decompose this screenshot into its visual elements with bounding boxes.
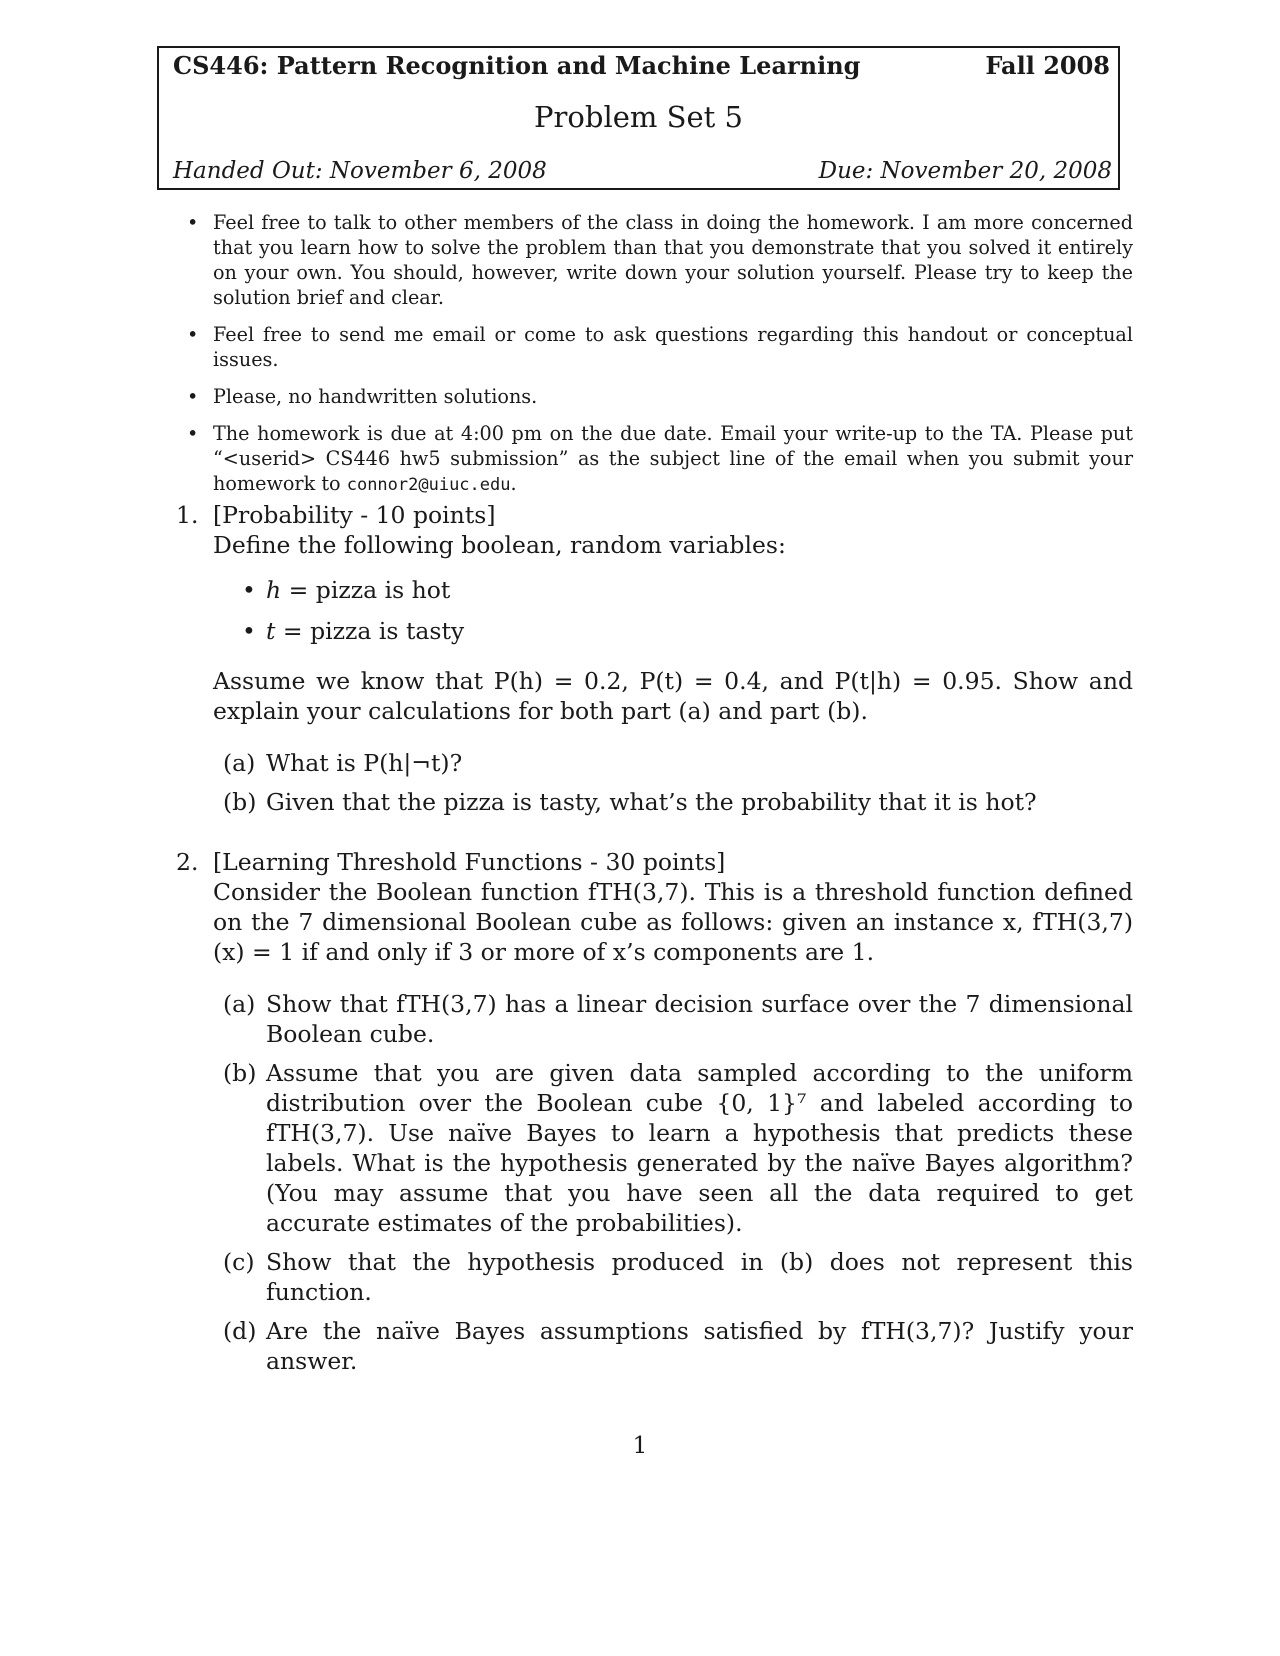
part-label: (d) — [223, 1317, 257, 1345]
parts-list — [213, 748, 1133, 817]
bullet-icon: • — [242, 617, 256, 645]
problems — [176, 500, 1133, 1385]
handed-out-date: Handed Out: November 6, 2008 — [173, 158, 547, 184]
part-text: Show that fTH(3,7) has a linear decision surface over the 7 dimensional Boolean cube. — [266, 990, 1133, 1048]
part-label: (c) — [223, 1248, 255, 1276]
instruction-item — [187, 322, 1133, 372]
variable-equals: = — [275, 617, 311, 645]
problem-1 — [176, 500, 1133, 817]
part-item — [223, 989, 1133, 1049]
problem-2 — [176, 847, 1133, 1376]
problem-statement: Assume we know that P(h) = 0.2, P(t) = 0.4, and P(t|h) = 0.95. Show and explain your calculations for both part (a) and part (b). — [213, 667, 1133, 725]
variable-item — [242, 611, 1133, 652]
part-text: Given that the pizza is tasty, what’s the probability that it is hot? — [266, 788, 1037, 816]
instruction-text: Please, no handwritten solutions. — [213, 385, 538, 408]
bullet-icon: • — [187, 323, 199, 346]
bullet-icon: • — [242, 576, 256, 604]
problem-number: 1. — [176, 501, 199, 529]
variable-equals: = — [281, 576, 316, 604]
page-number: 1 — [632, 1433, 648, 1459]
bullet-icon: • — [187, 422, 199, 445]
problem-heading: [Probability - 10 points] — [213, 501, 496, 529]
due-date: Due: November 20, 2008 — [818, 158, 1112, 184]
part-item — [223, 787, 1133, 817]
parts-list — [213, 989, 1133, 1376]
variable-list — [213, 570, 1133, 652]
part-text: Assume that you are given data sampled according to the uniform distribution over the Boolean cube {0, 1}⁷ and labeled according to fTH(3,7). Use naïve Bayes to learn a hypothesis that predicts these labels. What is the hypothesis generated by the naïve Bayes algorithm? (You may assume that you have seen all the data required to get accurate estimates of the probabilities). — [266, 1059, 1133, 1237]
part-label: (a) — [223, 990, 256, 1018]
variable-symbol: t — [266, 617, 276, 645]
part-label: (a) — [223, 749, 256, 777]
problem-number: 2. — [176, 848, 199, 876]
bullet-icon: • — [187, 211, 199, 234]
variable-text: pizza is tasty — [310, 617, 465, 645]
problem-statement: Consider the Boolean function fTH(3,7). This is a threshold function defined on the 7 dimensional Boolean cube as follows: given an instance x, fTH(3,7)(x) = 1 if and only if 3 or more of x’s components are 1. — [213, 878, 1133, 966]
part-item — [223, 748, 1133, 778]
instruction-item — [187, 421, 1133, 498]
variable-text: pizza is hot — [315, 576, 451, 604]
bullet-icon: • — [187, 385, 199, 408]
instruction-text: Feel free to send me email or come to ask questions regarding this handout or conceptual issues. — [213, 323, 1133, 371]
instruction-end: . — [510, 472, 517, 495]
part-item — [223, 1316, 1133, 1376]
instruction-text: Feel free to talk to other members of the class in doing the homework. I am more concerned that you learn how to solve the problem than that you demonstrate that you solved it entirely on your own. You should, however, write down your solution yourself. Please try to keep the solution brief and clear. — [213, 211, 1133, 309]
semester: Fall 2008 — [985, 51, 1110, 80]
part-label: (b) — [223, 1059, 257, 1087]
instruction-item — [187, 384, 1133, 409]
ta-email-link[interactable]: connor2@uiuc.edu — [346, 475, 511, 495]
variable-symbol: h — [266, 576, 282, 604]
part-label: (b) — [223, 788, 257, 816]
part-text: Show that the hypothesis produced in (b) does not represent this function. — [266, 1248, 1133, 1306]
problem-intro: Define the following boolean, random variables: — [213, 531, 786, 559]
instruction-item — [187, 210, 1133, 310]
page-title: Problem Set 5 — [534, 100, 743, 134]
part-text: What is P(h|¬t)? — [266, 749, 463, 777]
header-box — [157, 46, 1120, 190]
problem-heading: [Learning Threshold Functions - 30 points] — [213, 848, 726, 876]
part-item — [223, 1058, 1133, 1238]
part-item — [223, 1247, 1133, 1307]
variable-item — [242, 570, 1133, 611]
instruction-text: The homework is due at 4:00 pm on the due date. Email your write-up to the TA. Please put “<userid> CS446 hw5 submission” as the subject line of the email when you submit your homework to — [213, 422, 1133, 495]
part-text: Are the naïve Bayes assumptions satisfied by fTH(3,7)? Justify your answer. — [266, 1317, 1133, 1375]
course-title: CS446: Pattern Recognition and Machine Learning — [173, 51, 861, 80]
instructions-list — [187, 210, 1133, 510]
